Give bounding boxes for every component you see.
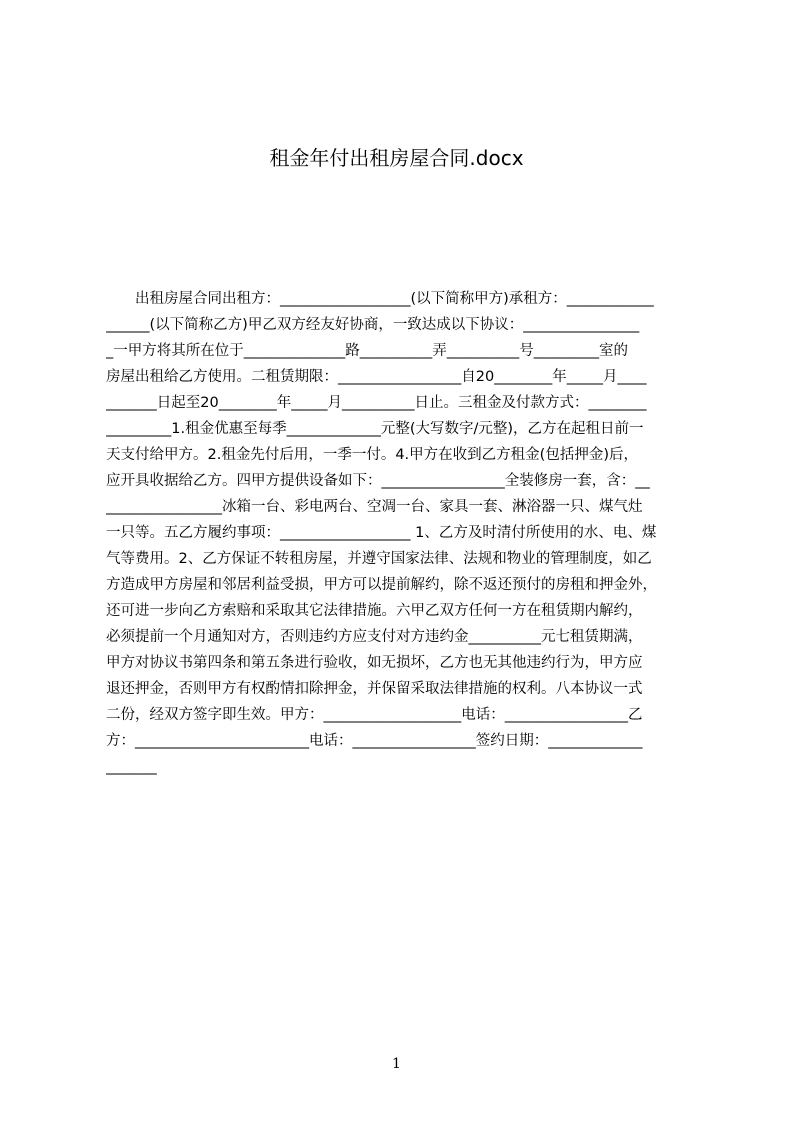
contract-line-14: 必须提前一个月通知对方，否则违约方应支付对方违约金__________元七租赁期满， <box>106 629 643 645</box>
document-title: 租金年付出租房屋合同.docx <box>269 146 524 170</box>
contract-line-3: _一甲方将其所在位于______________路__________弄__________号_________室的 <box>106 343 628 359</box>
contract-body <box>106 286 700 806</box>
contract-line-6: _________1.租金优惠至每季_____________元整(大写数字/元整)，乙方在起租日前一 <box>106 421 644 437</box>
contract-line-11: 气等费用。2、乙方保证不转租房屋，并遵守国家法律、法规和物业的管理制度，如乙 <box>106 551 652 567</box>
contract-line-5: _______日起至20________年_____月__________日止。三租金及付款方式：________ <box>106 395 647 411</box>
contract-line-8: 应开具收据给乙方。四甲方提供设备如下：_________________全装修房一套，含：__ <box>106 473 650 489</box>
contract-line-9: ________________冰箱一台、彩电两台、空凋一台、家具一套、淋浴器一只、煤气灶 <box>106 499 643 515</box>
page-number: 1 <box>392 1056 401 1072</box>
contract-line-12: 方造成甲方房屋和邻居利益受损，甲方可以提前解约，除不返还预付的房租和押金外， <box>106 577 657 593</box>
contract-line-16: 退还押金，否则甲方有权酌情扣除押金，并保留采取法律措施的权利。八本协议一式 <box>106 681 643 697</box>
contract-line-17: 二份，经双方签字即生效。甲方：___________________电话：_________________乙 <box>106 707 643 723</box>
contract-line-2: ______(以下简称乙方)甲乙双方经友好协商，一致达成以下协议：________________ <box>106 317 640 333</box>
contract-line-15: 甲方对协议书第四条和第五条进行验收，如无损坏，乙方也无其他违约行为，甲方应 <box>106 655 643 671</box>
contract-line-7: 天支付给甲方。2.租金先付后用，一季一付。4.甲方在收到乙方租金(包括押金)后， <box>106 447 638 463</box>
contract-line-19: _______ <box>106 759 157 775</box>
contract-line-10: 一只等。五乙方履约事项：__________________ 1、乙方及时清付所使用的水、电、煤 <box>106 525 657 541</box>
contract-line-4: 房屋出租给乙方使用。二租赁期限：_________________自20________年_____月____ <box>106 369 647 385</box>
contract-line-13: 还可进一步向乙方索赔和采取其它法律措施。六甲乙双方任何一方在租赁期内解约， <box>106 603 643 619</box>
contract-line-1: 出租房屋合同出租方：__________________(以下简称甲方)承租方：____________ <box>106 291 654 307</box>
contract-line-18: 方：________________________电话：_________________签约日期：_____________ <box>106 733 643 749</box>
